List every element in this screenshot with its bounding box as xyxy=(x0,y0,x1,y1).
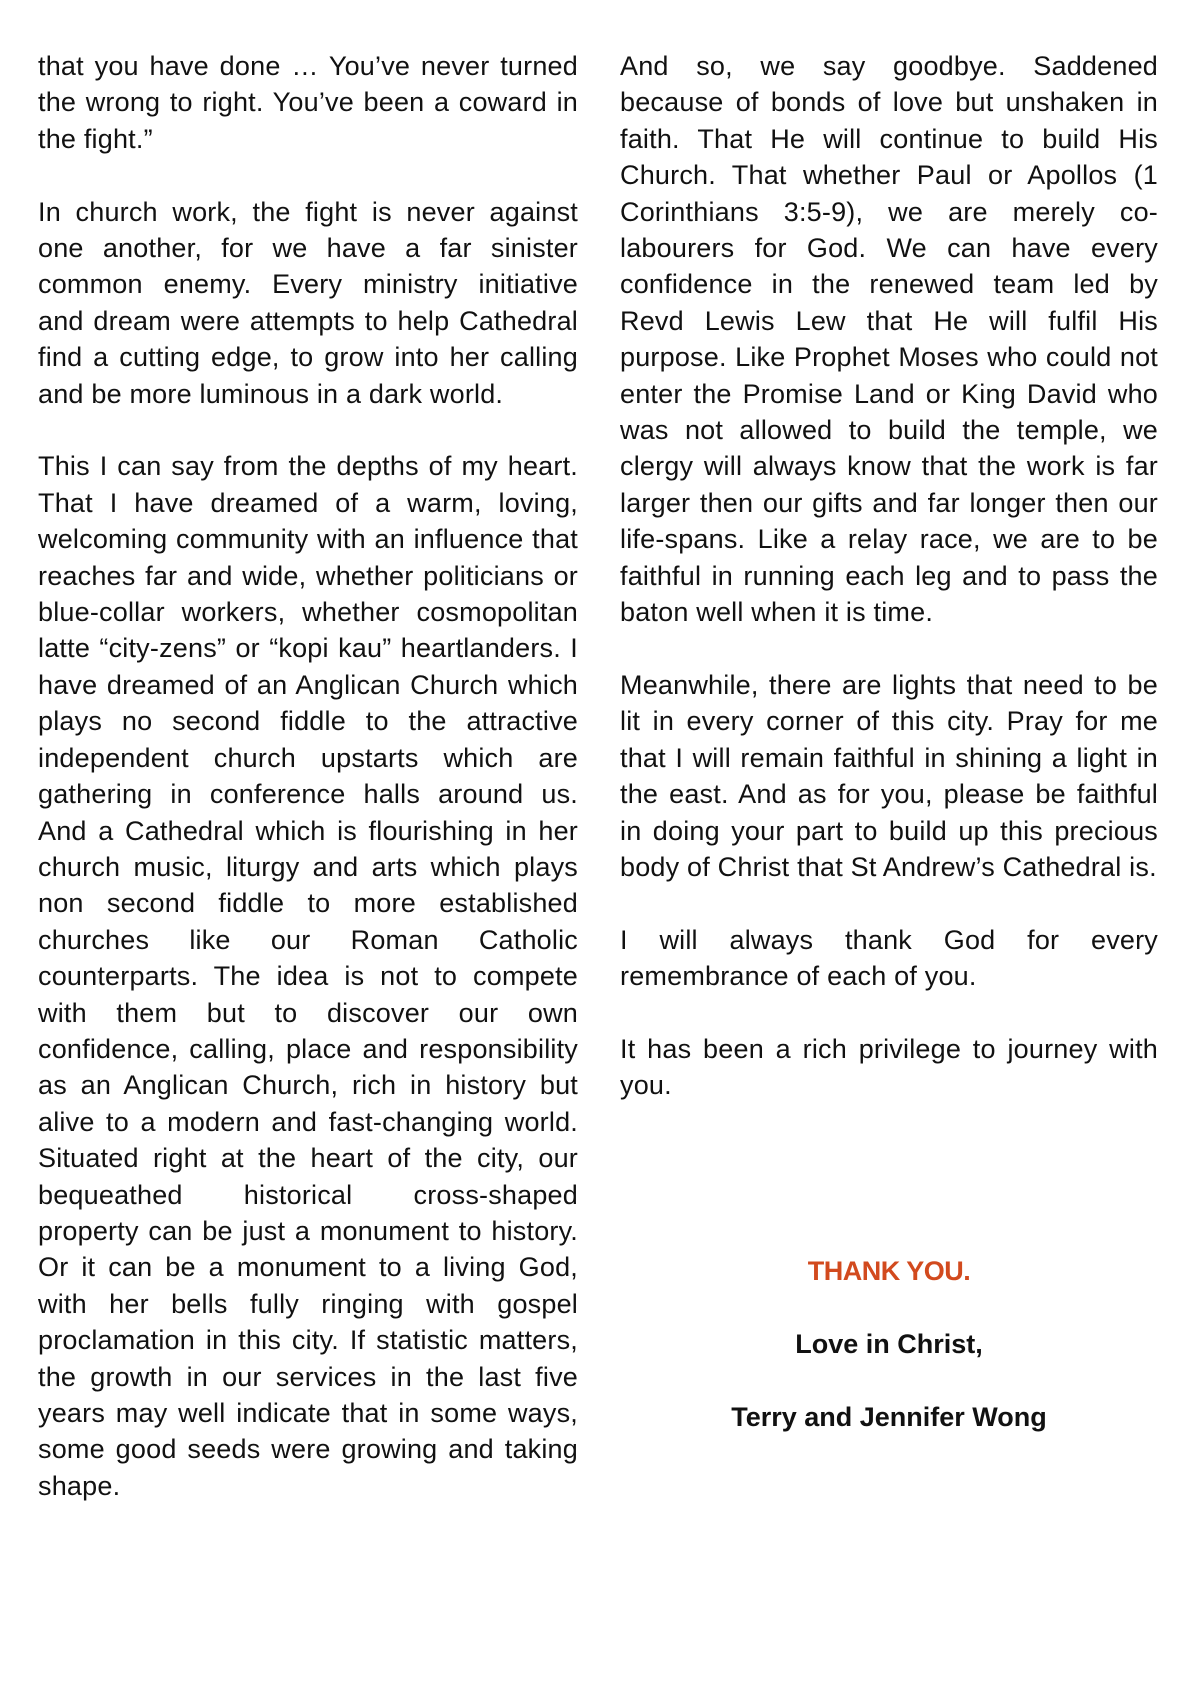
paragraph-meanwhile: Meanwhile, there are lights that need to be lit in every corner of this city. Pray for me that I will remain faithful in shining a light in the east. And as for you, please be faithful in doing your part to build up this precious body of Christ that St Andrew’s Cathedral is. xyxy=(620,669,1158,882)
left-column xyxy=(38,48,578,1504)
paragraph-thank-god: I will always thank God for every remembrance of each of you. xyxy=(620,924,1158,992)
paragraph-quote-ending: that you have done … You’ve never turned the wrong to right. You’ve been a coward in the fight.” xyxy=(38,51,578,154)
signature: Terry and Jennifer Wong xyxy=(731,1401,1047,1432)
paragraph-church-work: In church work, the fight is never against one another, for we have a far sinister common enemy. Every ministry initiative and dream were attempts to help Cathedral find a cutting edge, to grow into her calling and be more luminous in a dark world. xyxy=(38,196,578,409)
paragraph-privilege: It has been a rich privilege to journey with you. xyxy=(620,1033,1158,1101)
thank-you-heading: THANK YOU. xyxy=(807,1256,971,1286)
closing-line: Love in Christ, xyxy=(795,1328,983,1359)
signoff-block xyxy=(620,1253,1158,1435)
paragraph-dreams: This I can say from the depths of my heart. That I have dreamed of a warm, loving, welcoming community with an influence that reaches far and wide, whether politicians or blue-collar workers, whether cosmopolitan latte “city-zens” or “kopi kau” heartlanders. I have dreamed of an Anglican Church which plays no second fiddle to the attractive independent church upstarts which are gathering in conference halls around us. And a Cathedral which is flourishing in her church music, liturgy and arts which plays non second fiddle to more established churches like our Roman Catholic counterparts. The idea is not to compete with them but to discover our own confidence, calling, place and responsibility as an Anglican Church, rich in history but alive to a modern and fast-changing world. Situated right at the heart of the city, our bequeathed historical cross-shaped property can be just a monument to history. Or it can be a monument to a living God, with her bells fully ringing with gospel proclamation in this city. If statistic matters, the growth in our services in the last five years may well indicate that in some ways, some good seeds were growing and taking shape. xyxy=(38,451,578,1501)
right-column xyxy=(620,48,1158,1104)
paragraph-goodbye: And so, we say goodbye. Saddened because of bonds of love but unshaken in faith. That He will continue to build His Church. That whether Paul or Apollos (1 Corinthians 3:5-9), we are merely co-labourers for God. We can have every confidence in the renewed team led by Revd Lewis Lew that He will fulfil His purpose. Like Prophet Moses who could not enter the Promise Land or King David who was not allowed to build the temple, we clergy will always know that the work is far larger then our gifts and far longer then our life-spans. Like a relay race, we are to be faithful in running each leg and to pass the baton well when it is time. xyxy=(620,51,1158,628)
